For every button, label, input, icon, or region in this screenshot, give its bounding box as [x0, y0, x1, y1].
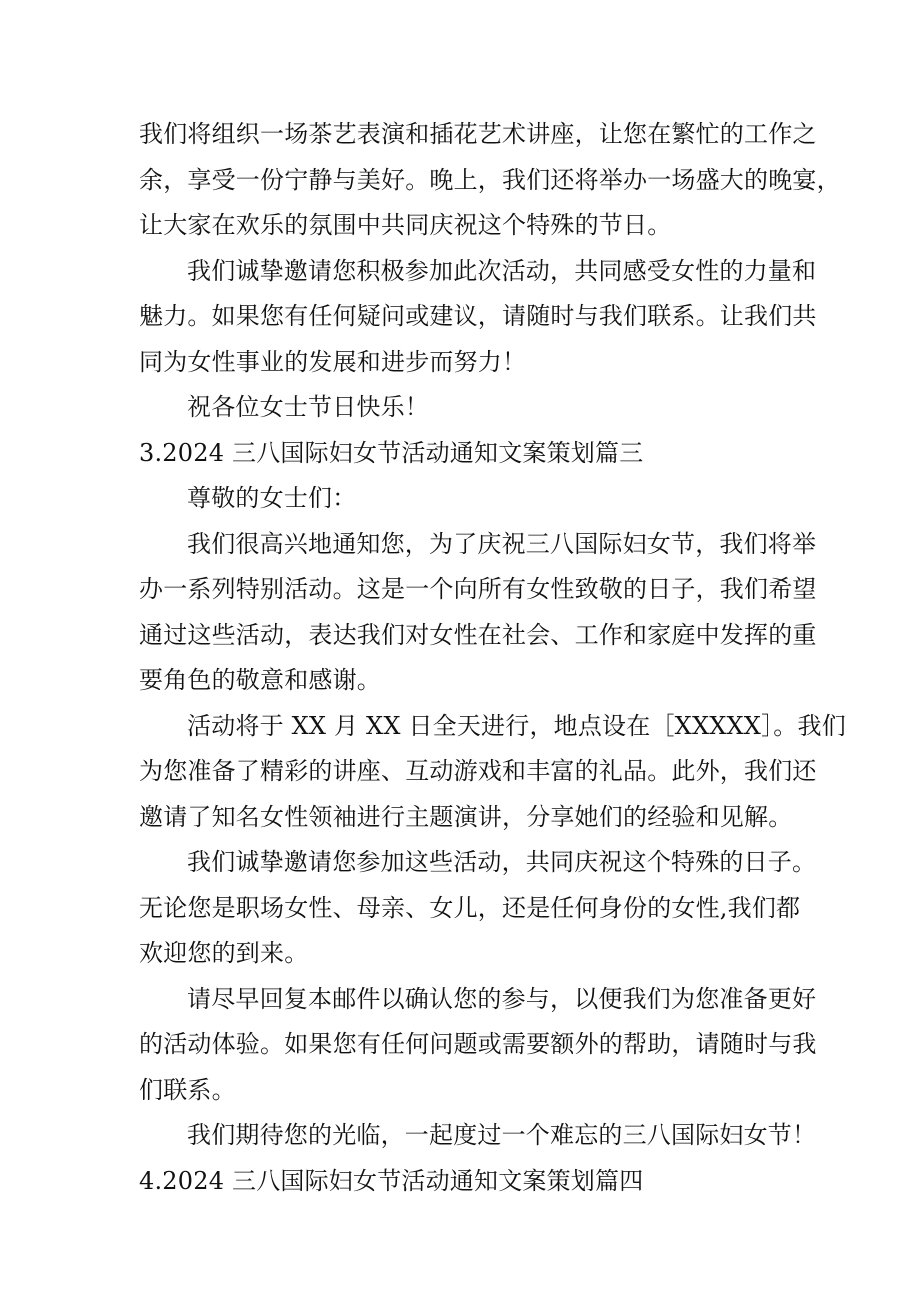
document-body [139, 112, 846, 1204]
heading-text: 4.2024 三八国际妇女节活动通知文案策划篇四 [139, 1166, 644, 1195]
paragraph-continuation [139, 112, 841, 249]
text-line: 通过这些活动，表达我们对女性在社会、工作和家庭中发挥的重 [139, 620, 817, 649]
text-line: 我们将组织一场茶艺表演和插花艺术讲座，让您在繁忙的工作之 [139, 120, 817, 148]
paragraph-announcement [139, 522, 817, 704]
text-line: 们联系。 [139, 1075, 236, 1104]
text-line: 要角色的敬意和感谢。 [139, 666, 381, 694]
text-line: 魅力。如果您有任何疑问或建议，请随时与我们联系。让我们共 [139, 302, 817, 330]
paragraph-closing [139, 1113, 817, 1159]
paragraph-invitation [139, 249, 817, 386]
text-line: 的活动体验。如果您有任何问题或需要额外的帮助，请随时与我 [139, 1030, 817, 1058]
heading-text: 3.2024 三八国际妇女节活动通知文案策划篇三 [139, 438, 644, 467]
text-line: 欢迎您的到来。 [139, 939, 309, 967]
text-line: 邀请了知名女性领袖进行主题演讲，分享她们的经验和见解。 [139, 802, 793, 831]
text-line: 我们很高兴地通知您，为了庆祝三八国际妇女节，我们将举 [187, 529, 817, 558]
text-line: 余，享受一份宁静与美好。晚上，我们还将举办一场盛大的晚宴， [139, 165, 841, 194]
text-line: 祝各位女士节日快乐！ [187, 393, 429, 421]
text-line: 尊敬的女士们： [187, 484, 357, 512]
text-line: 我们期待您的光临，一起度过一个难忘的三八国际妇女节！ [187, 1121, 817, 1149]
text-line: 我们诚挚邀请您积极参加此次活动，共同感受女性的力量和 [187, 256, 817, 285]
text-line: 请尽早回复本邮件以确认您的参与，以便我们为您准备更好 [187, 984, 817, 1013]
section-heading-4 [139, 1159, 814, 1205]
paragraph-greeting [139, 385, 814, 431]
text-line: 让大家在欢乐的氛围中共同庆祝这个特殊的节日。 [139, 211, 672, 239]
text-line: 活动将于 XX 月 XX 日全天进行，地点设在［XXXXX］。我们 [187, 711, 846, 740]
paragraph-rsvp [139, 977, 817, 1114]
text-line: 同为女性事业的发展和进步而努力！ [139, 347, 527, 376]
text-line: 办一系列特别活动。这是一个向所有女性致敬的日子，我们希望 [139, 575, 817, 603]
paragraph-event-details [139, 704, 846, 841]
text-line: 为您准备了精彩的讲座、互动游戏和丰富的礼品。此外，我们还 [139, 757, 817, 785]
text-line: 我们诚挚邀请您参加这些活动，共同庆祝这个特殊的日子。 [187, 848, 817, 876]
paragraph-welcome [139, 840, 817, 977]
paragraph-salutation [139, 476, 814, 522]
text-line: 无论您是职场女性、母亲、女儿，还是任何身份的女性,我们都 [139, 893, 801, 922]
section-heading-3 [139, 431, 814, 477]
